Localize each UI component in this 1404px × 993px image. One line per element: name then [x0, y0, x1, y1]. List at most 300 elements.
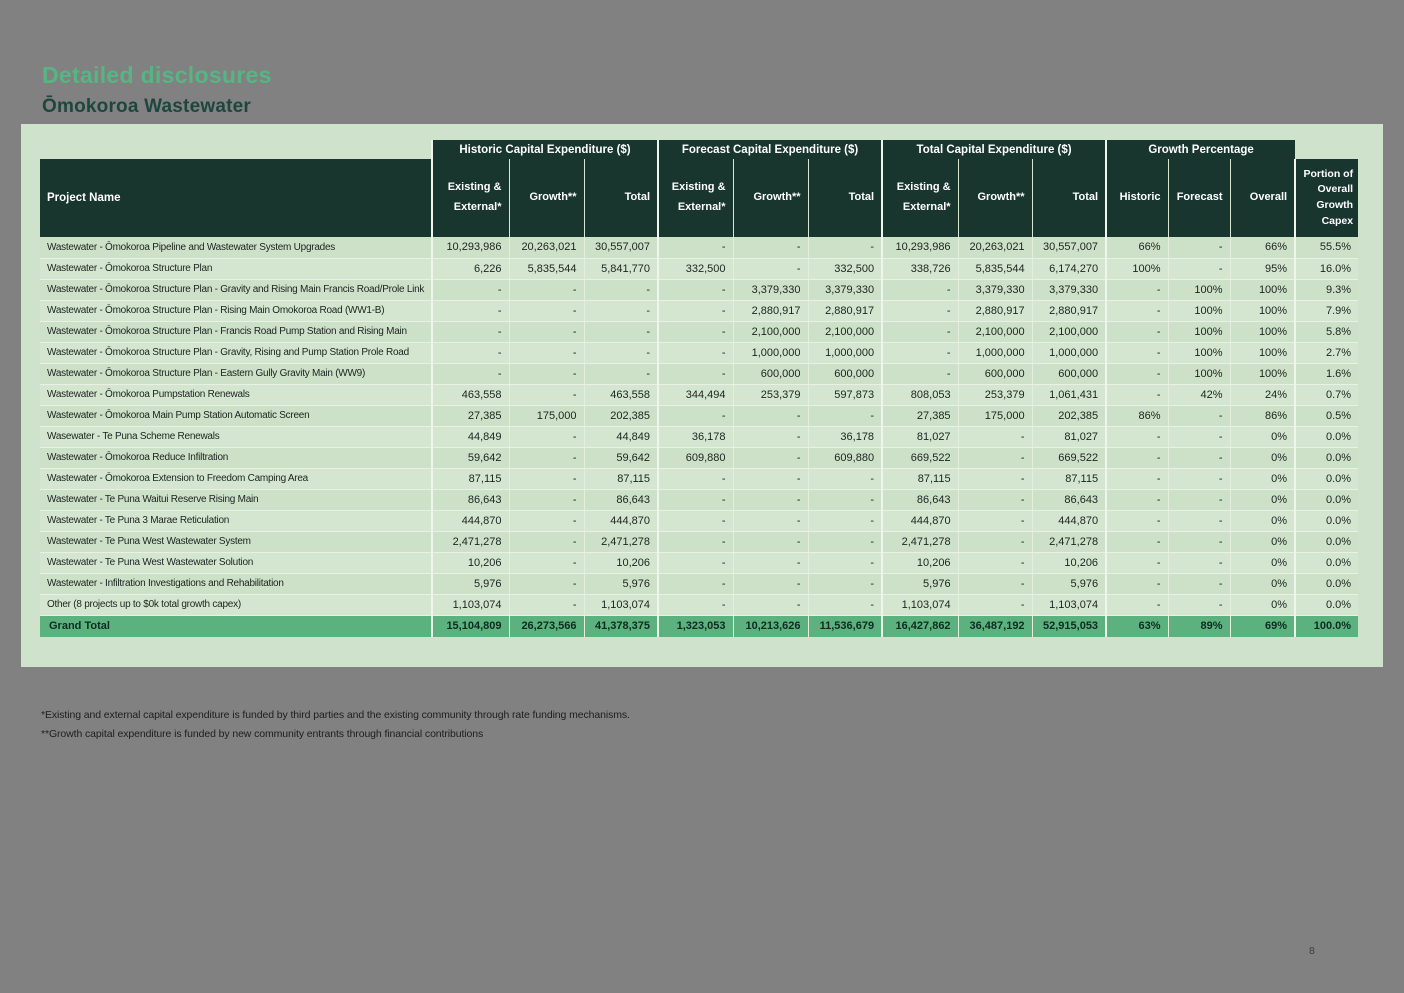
value-cell: - — [958, 573, 1032, 594]
value-cell: 609,880 — [658, 447, 733, 468]
value-cell: - — [1106, 321, 1168, 342]
table-row — [40, 594, 1358, 615]
project-name-cell: Wastewater - Ōmokoroa Structure Plan - Rising Main Omokoroa Road (WW1-B) — [40, 300, 432, 321]
value-cell: - — [658, 279, 733, 300]
value-cell: - — [509, 426, 584, 447]
value-cell: - — [808, 573, 882, 594]
grand-total-value-cell: 26,273,566 — [509, 615, 584, 637]
value-cell: 1.6% — [1295, 363, 1358, 384]
value-cell: 27,385 — [882, 405, 958, 426]
value-cell: - — [584, 321, 658, 342]
value-cell: 100% — [1230, 300, 1295, 321]
value-cell: 0.0% — [1295, 552, 1358, 573]
value-cell: 253,379 — [958, 384, 1032, 405]
grand-total-value-cell: 10,213,626 — [733, 615, 808, 637]
value-cell: 87,115 — [432, 468, 509, 489]
value-cell: 444,870 — [432, 510, 509, 531]
value-cell: 59,642 — [584, 447, 658, 468]
value-cell: - — [1106, 552, 1168, 573]
value-cell: 5,976 — [584, 573, 658, 594]
value-cell: 10,206 — [1032, 552, 1106, 573]
value-cell: - — [584, 363, 658, 384]
grand-total-value-cell: 89% — [1168, 615, 1230, 637]
value-cell: 100% — [1230, 342, 1295, 363]
value-cell: - — [1168, 489, 1230, 510]
value-cell: - — [1168, 258, 1230, 279]
value-cell: 3,379,330 — [1032, 279, 1106, 300]
value-cell: 100% — [1230, 321, 1295, 342]
value-cell: - — [658, 510, 733, 531]
value-cell: 253,379 — [733, 384, 808, 405]
value-cell: - — [658, 342, 733, 363]
value-cell: - — [658, 594, 733, 615]
value-cell: 332,500 — [808, 258, 882, 279]
grand-total-value-cell: 100.0% — [1295, 615, 1358, 637]
disclosure-table — [40, 140, 1358, 637]
value-cell: - — [432, 300, 509, 321]
value-cell: 1,103,074 — [882, 594, 958, 615]
grand-total-value-cell: 41,378,375 — [584, 615, 658, 637]
value-cell: 3,379,330 — [958, 279, 1032, 300]
value-cell: - — [1168, 447, 1230, 468]
value-cell: - — [658, 468, 733, 489]
project-name-cell: Wastewater - Te Puna West Wastewater Solution — [40, 552, 432, 573]
value-cell: - — [658, 573, 733, 594]
value-cell: 669,522 — [882, 447, 958, 468]
value-cell: - — [1106, 342, 1168, 363]
value-cell: 1,061,431 — [1032, 384, 1106, 405]
value-cell: - — [658, 405, 733, 426]
value-cell: - — [1168, 573, 1230, 594]
sub-header-4: Growth** — [733, 159, 808, 237]
value-cell: 0.0% — [1295, 510, 1358, 531]
sub-header-row — [40, 159, 1358, 237]
value-cell: 100% — [1230, 279, 1295, 300]
value-cell: - — [584, 279, 658, 300]
value-cell: 30,557,007 — [584, 237, 658, 258]
value-cell: 87,115 — [584, 468, 658, 489]
grand-total-value-cell: 52,915,053 — [1032, 615, 1106, 637]
value-cell: 95% — [1230, 258, 1295, 279]
table-row — [40, 405, 1358, 426]
value-cell: 66% — [1230, 237, 1295, 258]
value-cell: - — [1106, 531, 1168, 552]
value-cell: - — [1106, 573, 1168, 594]
value-cell: - — [658, 300, 733, 321]
project-name-cell: Wastewater - Ōmokoroa Structure Plan - Eastern Gully Gravity Main (WW9) — [40, 363, 432, 384]
value-cell: - — [1106, 426, 1168, 447]
sub-header-6: Existing & External* — [882, 159, 958, 237]
value-cell: 2,471,278 — [584, 531, 658, 552]
value-cell: - — [733, 447, 808, 468]
value-cell: 444,870 — [1032, 510, 1106, 531]
value-cell: 202,385 — [1032, 405, 1106, 426]
value-cell: 44,849 — [432, 426, 509, 447]
value-cell: - — [1168, 468, 1230, 489]
project-name-cell: Wastewater - Ōmokoroa Structure Plan — [40, 258, 432, 279]
sub-header-11: Overall — [1230, 159, 1295, 237]
value-cell: 1,103,074 — [432, 594, 509, 615]
value-cell: 1,103,074 — [584, 594, 658, 615]
table-row — [40, 552, 1358, 573]
value-cell: - — [509, 447, 584, 468]
value-cell: - — [509, 342, 584, 363]
value-cell: - — [509, 510, 584, 531]
value-cell: 344,494 — [658, 384, 733, 405]
project-name-cell: Wasewater - Te Puna Scheme Renewals — [40, 426, 432, 447]
value-cell: - — [808, 552, 882, 573]
grand-total-value-cell: 36,487,192 — [958, 615, 1032, 637]
value-cell: 100% — [1106, 258, 1168, 279]
value-cell: - — [432, 279, 509, 300]
value-cell: - — [1168, 594, 1230, 615]
project-name-cell: Wastewater - Infiltration Investigations and Rehabilitation — [40, 573, 432, 594]
value-cell: - — [658, 531, 733, 552]
value-cell: 0% — [1230, 447, 1295, 468]
value-cell: 2,471,278 — [432, 531, 509, 552]
value-cell: - — [958, 594, 1032, 615]
value-cell: 463,558 — [432, 384, 509, 405]
project-name-cell: Wastewater - Te Puna 3 Marae Reticulation — [40, 510, 432, 531]
value-cell: 669,522 — [1032, 447, 1106, 468]
value-cell: 10,293,986 — [882, 237, 958, 258]
group-header-spacer-right — [1295, 140, 1358, 159]
value-cell: 86% — [1106, 405, 1168, 426]
value-cell: 1,000,000 — [1032, 342, 1106, 363]
value-cell: 86,643 — [584, 489, 658, 510]
table-row — [40, 447, 1358, 468]
value-cell: - — [1106, 363, 1168, 384]
page-title: Detailed disclosures — [42, 62, 272, 88]
table-row — [40, 321, 1358, 342]
value-cell: 20,263,021 — [509, 237, 584, 258]
value-cell: - — [584, 342, 658, 363]
grand-total-value-cell: 11,536,679 — [808, 615, 882, 637]
value-cell: 0% — [1230, 468, 1295, 489]
group-header-2: Total Capital Expenditure ($) — [882, 140, 1106, 159]
value-cell: 2,880,917 — [733, 300, 808, 321]
value-cell: 5,835,544 — [958, 258, 1032, 279]
value-cell: 0% — [1230, 573, 1295, 594]
value-cell: 30,557,007 — [1032, 237, 1106, 258]
value-cell: - — [1168, 426, 1230, 447]
value-cell: 87,115 — [1032, 468, 1106, 489]
grand-total-value-cell: 63% — [1106, 615, 1168, 637]
table-row — [40, 342, 1358, 363]
value-cell: 10,206 — [432, 552, 509, 573]
value-cell: 0.0% — [1295, 447, 1358, 468]
page-number: 8 — [1309, 945, 1315, 957]
grand-total-value-cell: 69% — [1230, 615, 1295, 637]
value-cell: - — [658, 237, 733, 258]
value-cell: 86,643 — [1032, 489, 1106, 510]
value-cell: - — [509, 363, 584, 384]
value-cell: 81,027 — [1032, 426, 1106, 447]
group-header-spacer-left — [40, 140, 432, 159]
value-cell: 100% — [1230, 363, 1295, 384]
sub-header-5: Total — [808, 159, 882, 237]
grand-total-value-cell: 1,323,053 — [658, 615, 733, 637]
table-row — [40, 489, 1358, 510]
value-cell: 1,103,074 — [1032, 594, 1106, 615]
value-cell: 100% — [1168, 342, 1230, 363]
value-cell: - — [1106, 447, 1168, 468]
value-cell: 0.0% — [1295, 573, 1358, 594]
value-cell: 55.5% — [1295, 237, 1358, 258]
value-cell: 5,841,770 — [584, 258, 658, 279]
value-cell: 100% — [1168, 279, 1230, 300]
sub-header-1: Growth** — [509, 159, 584, 237]
table-body — [40, 237, 1358, 615]
value-cell: 0.0% — [1295, 594, 1358, 615]
value-cell: 0% — [1230, 594, 1295, 615]
value-cell: 100% — [1168, 321, 1230, 342]
value-cell: - — [432, 363, 509, 384]
value-cell: - — [733, 468, 808, 489]
value-cell: 5,976 — [432, 573, 509, 594]
value-cell: - — [1168, 552, 1230, 573]
value-cell: - — [1168, 510, 1230, 531]
value-cell: 27,385 — [432, 405, 509, 426]
value-cell: 444,870 — [584, 510, 658, 531]
value-cell: - — [658, 552, 733, 573]
table-row — [40, 531, 1358, 552]
footnote-growth: **Growth capital expenditure is funded by new community entrants through financial contributions — [41, 728, 484, 741]
value-cell: 202,385 — [584, 405, 658, 426]
value-cell: 86,643 — [432, 489, 509, 510]
value-cell: - — [733, 405, 808, 426]
value-cell: 24% — [1230, 384, 1295, 405]
value-cell: 5,976 — [1032, 573, 1106, 594]
table-row — [40, 258, 1358, 279]
value-cell: 0% — [1230, 531, 1295, 552]
project-name-cell: Wastewater - Ōmokoroa Extension to Freedom Camping Area — [40, 468, 432, 489]
value-cell: - — [882, 300, 958, 321]
value-cell: 9.3% — [1295, 279, 1358, 300]
table-row — [40, 279, 1358, 300]
value-cell: - — [882, 321, 958, 342]
value-cell: - — [733, 426, 808, 447]
value-cell: - — [733, 531, 808, 552]
value-cell: 0% — [1230, 426, 1295, 447]
value-cell: - — [958, 510, 1032, 531]
table-row — [40, 300, 1358, 321]
value-cell: - — [1106, 489, 1168, 510]
value-cell: - — [808, 237, 882, 258]
value-cell: - — [1106, 468, 1168, 489]
project-name-cell: Wastewater - Ōmokoroa Pumpstation Renewals — [40, 384, 432, 405]
table-row — [40, 237, 1358, 258]
value-cell: 6,226 — [432, 258, 509, 279]
value-cell: - — [958, 426, 1032, 447]
value-cell: - — [509, 468, 584, 489]
value-cell: - — [509, 573, 584, 594]
grand-total-value-cell: 16,427,862 — [882, 615, 958, 637]
table-row — [40, 384, 1358, 405]
value-cell: - — [733, 552, 808, 573]
value-cell: 100% — [1168, 363, 1230, 384]
value-cell: 0% — [1230, 510, 1295, 531]
value-cell: 3,379,330 — [808, 279, 882, 300]
project-name-cell: Wastewater - Ōmokoroa Structure Plan - Gravity and Rising Main Francis Road/Prole Link — [40, 279, 432, 300]
value-cell: 5.8% — [1295, 321, 1358, 342]
value-cell: - — [509, 531, 584, 552]
value-cell: - — [808, 489, 882, 510]
value-cell: - — [882, 342, 958, 363]
value-cell: 1,000,000 — [733, 342, 808, 363]
value-cell: 81,027 — [882, 426, 958, 447]
value-cell: - — [733, 573, 808, 594]
value-cell: - — [958, 489, 1032, 510]
value-cell: - — [509, 489, 584, 510]
value-cell: 0.0% — [1295, 531, 1358, 552]
value-cell: 100% — [1168, 300, 1230, 321]
value-cell: - — [808, 405, 882, 426]
value-cell: 175,000 — [509, 405, 584, 426]
footnotes — [41, 706, 941, 745]
value-cell: - — [509, 552, 584, 573]
value-cell: 444,870 — [882, 510, 958, 531]
value-cell: - — [584, 300, 658, 321]
value-cell: - — [733, 489, 808, 510]
page-subtitle: Ōmokoroa Wastewater — [42, 96, 251, 117]
portion-of-growth-capex-header: Portion of Overall Growth Capex — [1295, 159, 1358, 237]
sub-header-2: Total — [584, 159, 658, 237]
value-cell: 2,471,278 — [882, 531, 958, 552]
value-cell: 2,880,917 — [1032, 300, 1106, 321]
sub-header-7: Growth** — [958, 159, 1032, 237]
group-header-row — [40, 140, 1358, 159]
table-row — [40, 426, 1358, 447]
value-cell: - — [808, 594, 882, 615]
value-cell: - — [658, 489, 733, 510]
value-cell: - — [808, 468, 882, 489]
value-cell: 1,000,000 — [958, 342, 1032, 363]
value-cell: 10,206 — [882, 552, 958, 573]
value-cell: 5,976 — [882, 573, 958, 594]
value-cell: 609,880 — [808, 447, 882, 468]
value-cell: 0.7% — [1295, 384, 1358, 405]
project-name-cell: Wastewater - Ōmokoroa Reduce Infiltration — [40, 447, 432, 468]
value-cell: 338,726 — [882, 258, 958, 279]
group-header-0: Historic Capital Expenditure ($) — [432, 140, 658, 159]
project-name-cell: Wastewater - Ōmokoroa Main Pump Station Automatic Screen — [40, 405, 432, 426]
value-cell: 0.0% — [1295, 468, 1358, 489]
value-cell: 36,178 — [808, 426, 882, 447]
table-row — [40, 468, 1358, 489]
project-name-cell: Wastewater - Te Puna West Wastewater System — [40, 531, 432, 552]
value-cell: 44,849 — [584, 426, 658, 447]
value-cell: 10,293,986 — [432, 237, 509, 258]
value-cell: 86% — [1230, 405, 1295, 426]
value-cell: 463,558 — [584, 384, 658, 405]
table-row — [40, 510, 1358, 531]
value-cell: - — [733, 237, 808, 258]
value-cell: 2,880,917 — [808, 300, 882, 321]
value-cell: - — [882, 279, 958, 300]
value-cell: - — [882, 363, 958, 384]
value-cell: 808,053 — [882, 384, 958, 405]
value-cell: 2,471,278 — [1032, 531, 1106, 552]
value-cell: - — [1168, 237, 1230, 258]
value-cell: - — [733, 510, 808, 531]
value-cell: 87,115 — [882, 468, 958, 489]
value-cell: - — [958, 552, 1032, 573]
value-cell: 597,873 — [808, 384, 882, 405]
value-cell: - — [509, 321, 584, 342]
value-cell: 7.9% — [1295, 300, 1358, 321]
value-cell: 42% — [1168, 384, 1230, 405]
value-cell: - — [509, 594, 584, 615]
sub-header-0: Existing & External* — [432, 159, 509, 237]
value-cell: 86,643 — [882, 489, 958, 510]
sub-header-9: Historic — [1106, 159, 1168, 237]
project-name-cell: Wastewater - Ōmokoroa Structure Plan - Gravity, Rising and Pump Station Prole Road — [40, 342, 432, 363]
value-cell: - — [733, 594, 808, 615]
value-cell: 600,000 — [1032, 363, 1106, 384]
value-cell: - — [509, 279, 584, 300]
grand-total-value-cell: 15,104,809 — [432, 615, 509, 637]
project-name-cell: Other (8 projects up to $0k total growth capex) — [40, 594, 432, 615]
value-cell: 2,100,000 — [1032, 321, 1106, 342]
value-cell: - — [733, 258, 808, 279]
value-cell: - — [1106, 594, 1168, 615]
project-name-cell: Wastewater - Ōmokoroa Structure Plan - Francis Road Pump Station and Rising Main — [40, 321, 432, 342]
table-row — [40, 573, 1358, 594]
value-cell: 6,174,270 — [1032, 258, 1106, 279]
value-cell: 5,835,544 — [509, 258, 584, 279]
value-cell: - — [958, 447, 1032, 468]
value-cell: - — [958, 531, 1032, 552]
value-cell: 2.7% — [1295, 342, 1358, 363]
value-cell: - — [432, 342, 509, 363]
table-row — [40, 363, 1358, 384]
sub-header-3: Existing & External* — [658, 159, 733, 237]
value-cell: - — [808, 510, 882, 531]
value-cell: 10,206 — [584, 552, 658, 573]
sub-header-8: Total — [1032, 159, 1106, 237]
value-cell: 2,100,000 — [733, 321, 808, 342]
value-cell: 175,000 — [958, 405, 1032, 426]
value-cell: - — [1168, 531, 1230, 552]
value-cell: - — [1106, 510, 1168, 531]
value-cell: 600,000 — [808, 363, 882, 384]
value-cell: - — [958, 468, 1032, 489]
table-panel — [21, 124, 1383, 667]
value-cell: - — [1106, 384, 1168, 405]
group-header-3: Growth Percentage — [1106, 140, 1295, 159]
value-cell: 3,379,330 — [733, 279, 808, 300]
value-cell: 600,000 — [958, 363, 1032, 384]
project-name-header: Project Name — [40, 159, 432, 237]
value-cell: 0% — [1230, 489, 1295, 510]
group-header-1: Forecast Capital Expenditure ($) — [658, 140, 882, 159]
value-cell: 2,880,917 — [958, 300, 1032, 321]
sub-header-10: Forecast — [1168, 159, 1230, 237]
footnote-existing-external: *Existing and external capital expenditure is funded by third parties and the existing community through rate funding mechanisms. — [41, 709, 630, 721]
value-cell: 332,500 — [658, 258, 733, 279]
value-cell: - — [509, 300, 584, 321]
value-cell: - — [658, 321, 733, 342]
project-name-cell: Wastewater - Ōmokoroa Pipeline and Wastewater System Upgrades — [40, 237, 432, 258]
value-cell: 59,642 — [432, 447, 509, 468]
value-cell: - — [509, 384, 584, 405]
value-cell: 0.5% — [1295, 405, 1358, 426]
value-cell: 66% — [1106, 237, 1168, 258]
value-cell: 0.0% — [1295, 426, 1358, 447]
value-cell: - — [808, 531, 882, 552]
value-cell: 2,100,000 — [808, 321, 882, 342]
